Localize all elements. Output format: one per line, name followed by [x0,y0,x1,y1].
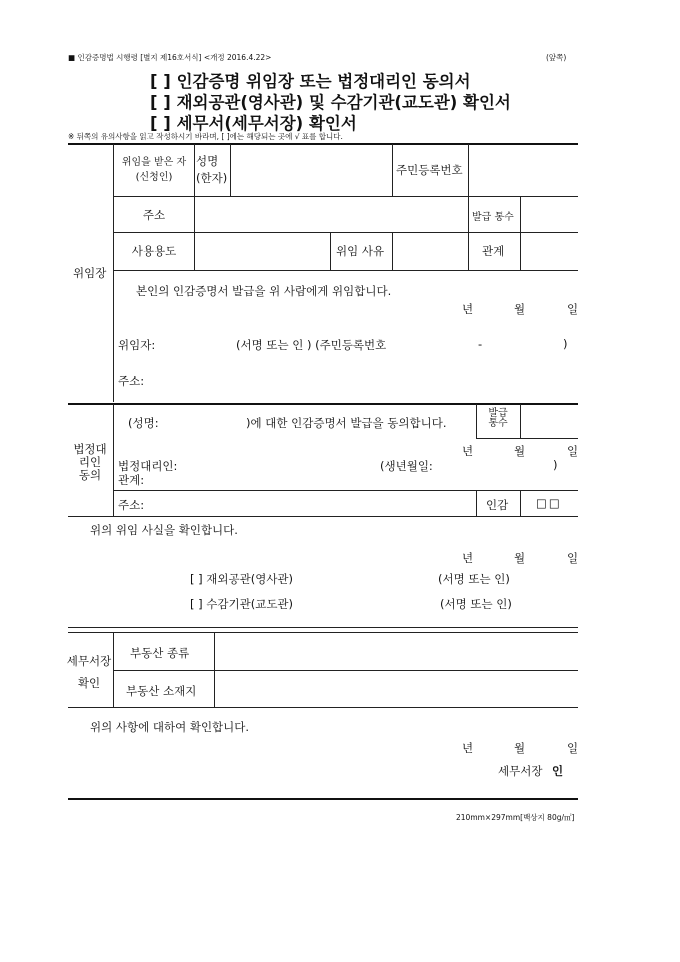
reason-label: 위임 사유 [336,244,385,258]
grid-line [68,516,578,517]
grid-line [114,670,578,671]
grid-line [476,438,578,439]
date-year: 년 [462,302,474,316]
paper-spec: 210mm×297mm[백상지 80g/㎡] [456,813,575,822]
grid-line [392,144,393,196]
property-location-label: 부동산 소재지 [126,684,197,698]
tax-date-year: 년 [462,741,474,755]
rrn-dash: - [478,337,483,351]
birth-label: (생년월일: [380,459,433,473]
relation-field[interactable] [522,236,574,266]
grid-line [520,404,521,438]
delegator-address-label: 주소: [118,374,145,388]
recipient-label: 위임을 받은 자 (신청인) [121,157,187,183]
consent-statement: )에 대한 인감증명서 발급을 동의합니다. [246,416,447,430]
notice: ※ 뒤쪽의 유의사항을 읽고 작성하시기 바라며, [ ]에는 해당되는 곳에 √ 표를 합니다. [68,132,343,141]
property-type-field[interactable] [216,637,576,667]
guardian-label: 법정대리인: [118,459,178,473]
consent-address-label: 주소: [118,498,145,512]
recipient-name-field[interactable] [232,150,390,192]
grid-line [113,404,114,516]
reason-field[interactable] [394,236,466,266]
name-label: 성명 (한자) [196,154,228,185]
grid-line [194,196,195,270]
grid-line [68,632,578,633]
consent-date-year: 년 [462,444,474,458]
confirm-date-month: 월 [514,551,526,565]
form-reference: ■ 인감증명법 시행령 [별지 제16호서식] <개정 2016.4.22> [68,53,272,62]
consent-name-open: (성명: [128,416,159,430]
grid-line [230,144,231,196]
date-day: 일 [567,302,579,316]
usage-label: 사용용도 [131,244,177,258]
confirm-statement: 위의 위임 사실을 확인합니다. [90,523,238,537]
date-month: 월 [514,302,526,316]
consent-date-day: 일 [567,444,579,458]
rrn-label: 주민등록번호 [396,163,463,177]
tax-date-day: 일 [567,741,579,755]
section-top-rule [68,143,578,145]
grid-line [468,144,469,196]
consent-section-label: 법정대 리인 동의 [73,442,107,482]
birth-close: ) [553,458,558,472]
consent-top-rule [68,403,578,405]
tax-statement: 위의 사항에 대하여 확인합니다. [90,720,250,734]
prison-sign: (서명 또는 인) [440,597,512,611]
confirm-date-year: 년 [462,551,474,565]
consent-relation-label: 관계: [118,473,145,487]
seal-boxes[interactable]: □□ [536,496,562,510]
property-type-label: 부동산 종류 [130,646,190,660]
issue-count-field[interactable] [522,200,574,228]
prison-checkbox[interactable]: [ ] 수감기관(교도관) [190,597,294,611]
grid-line [194,144,195,196]
grid-line [476,490,477,516]
usage-field[interactable] [196,236,326,266]
bottom-rule [68,798,578,800]
grid-line [114,232,578,233]
grid-line [114,490,578,491]
consent-issue-count-field[interactable] [522,408,574,434]
grid-line [520,196,521,270]
address-label: 주소 [142,208,166,222]
grid-line [114,270,578,271]
delegation-section-label: 위임장 [73,266,107,280]
tax-officer-seal: 인 [552,764,564,778]
tax-date-month: 월 [514,741,526,755]
consulate-checkbox[interactable]: [ ] 재외공관(영사관) [190,572,294,586]
grid-line [520,490,521,516]
page-side-label: (앞쪽) [546,53,567,62]
relation-label: 관계 [482,244,505,258]
delegator-sign-label: (서명 또는 인 ) (주민등록번호 [236,338,387,352]
title-consulate: [ ] 재외공관(영사관) 및 수감기관(교도관) 확인서 [150,93,511,112]
grid-line [392,232,393,270]
rrn-close: ) [563,337,568,351]
property-location-field[interactable] [216,674,576,704]
grid-line [468,196,469,270]
seal-label: 인감 [486,498,509,512]
grid-line [476,404,477,438]
title-delegation: [ ] 인감증명 위임장 또는 법정대리인 동의서 [150,72,471,91]
recipient-address-field[interactable] [196,200,466,228]
grid-line [330,232,331,270]
consulate-sign: (서명 또는 인) [438,572,510,586]
grid-line [68,627,578,628]
tax-section-label: 세무서장 확인 [66,654,112,690]
tax-officer-label: 세무서장 [498,764,543,778]
issue-count-label: 발급 통수 [472,212,514,223]
delegator-label: 위임자: [118,338,156,352]
confirm-date-day: 일 [567,551,579,565]
consent-issue-count-label: 발급 통수 [488,408,508,429]
grid-line [68,707,578,708]
grid-line [114,196,578,197]
title-tax-office: [ ] 세무서(세무서장) 확인서 [150,114,357,133]
consent-date-month: 월 [514,444,526,458]
delegation-statement: 본인의 인감증명서 발급을 위 사람에게 위임합니다. [136,284,392,298]
recipient-rrn-field[interactable] [470,150,574,192]
